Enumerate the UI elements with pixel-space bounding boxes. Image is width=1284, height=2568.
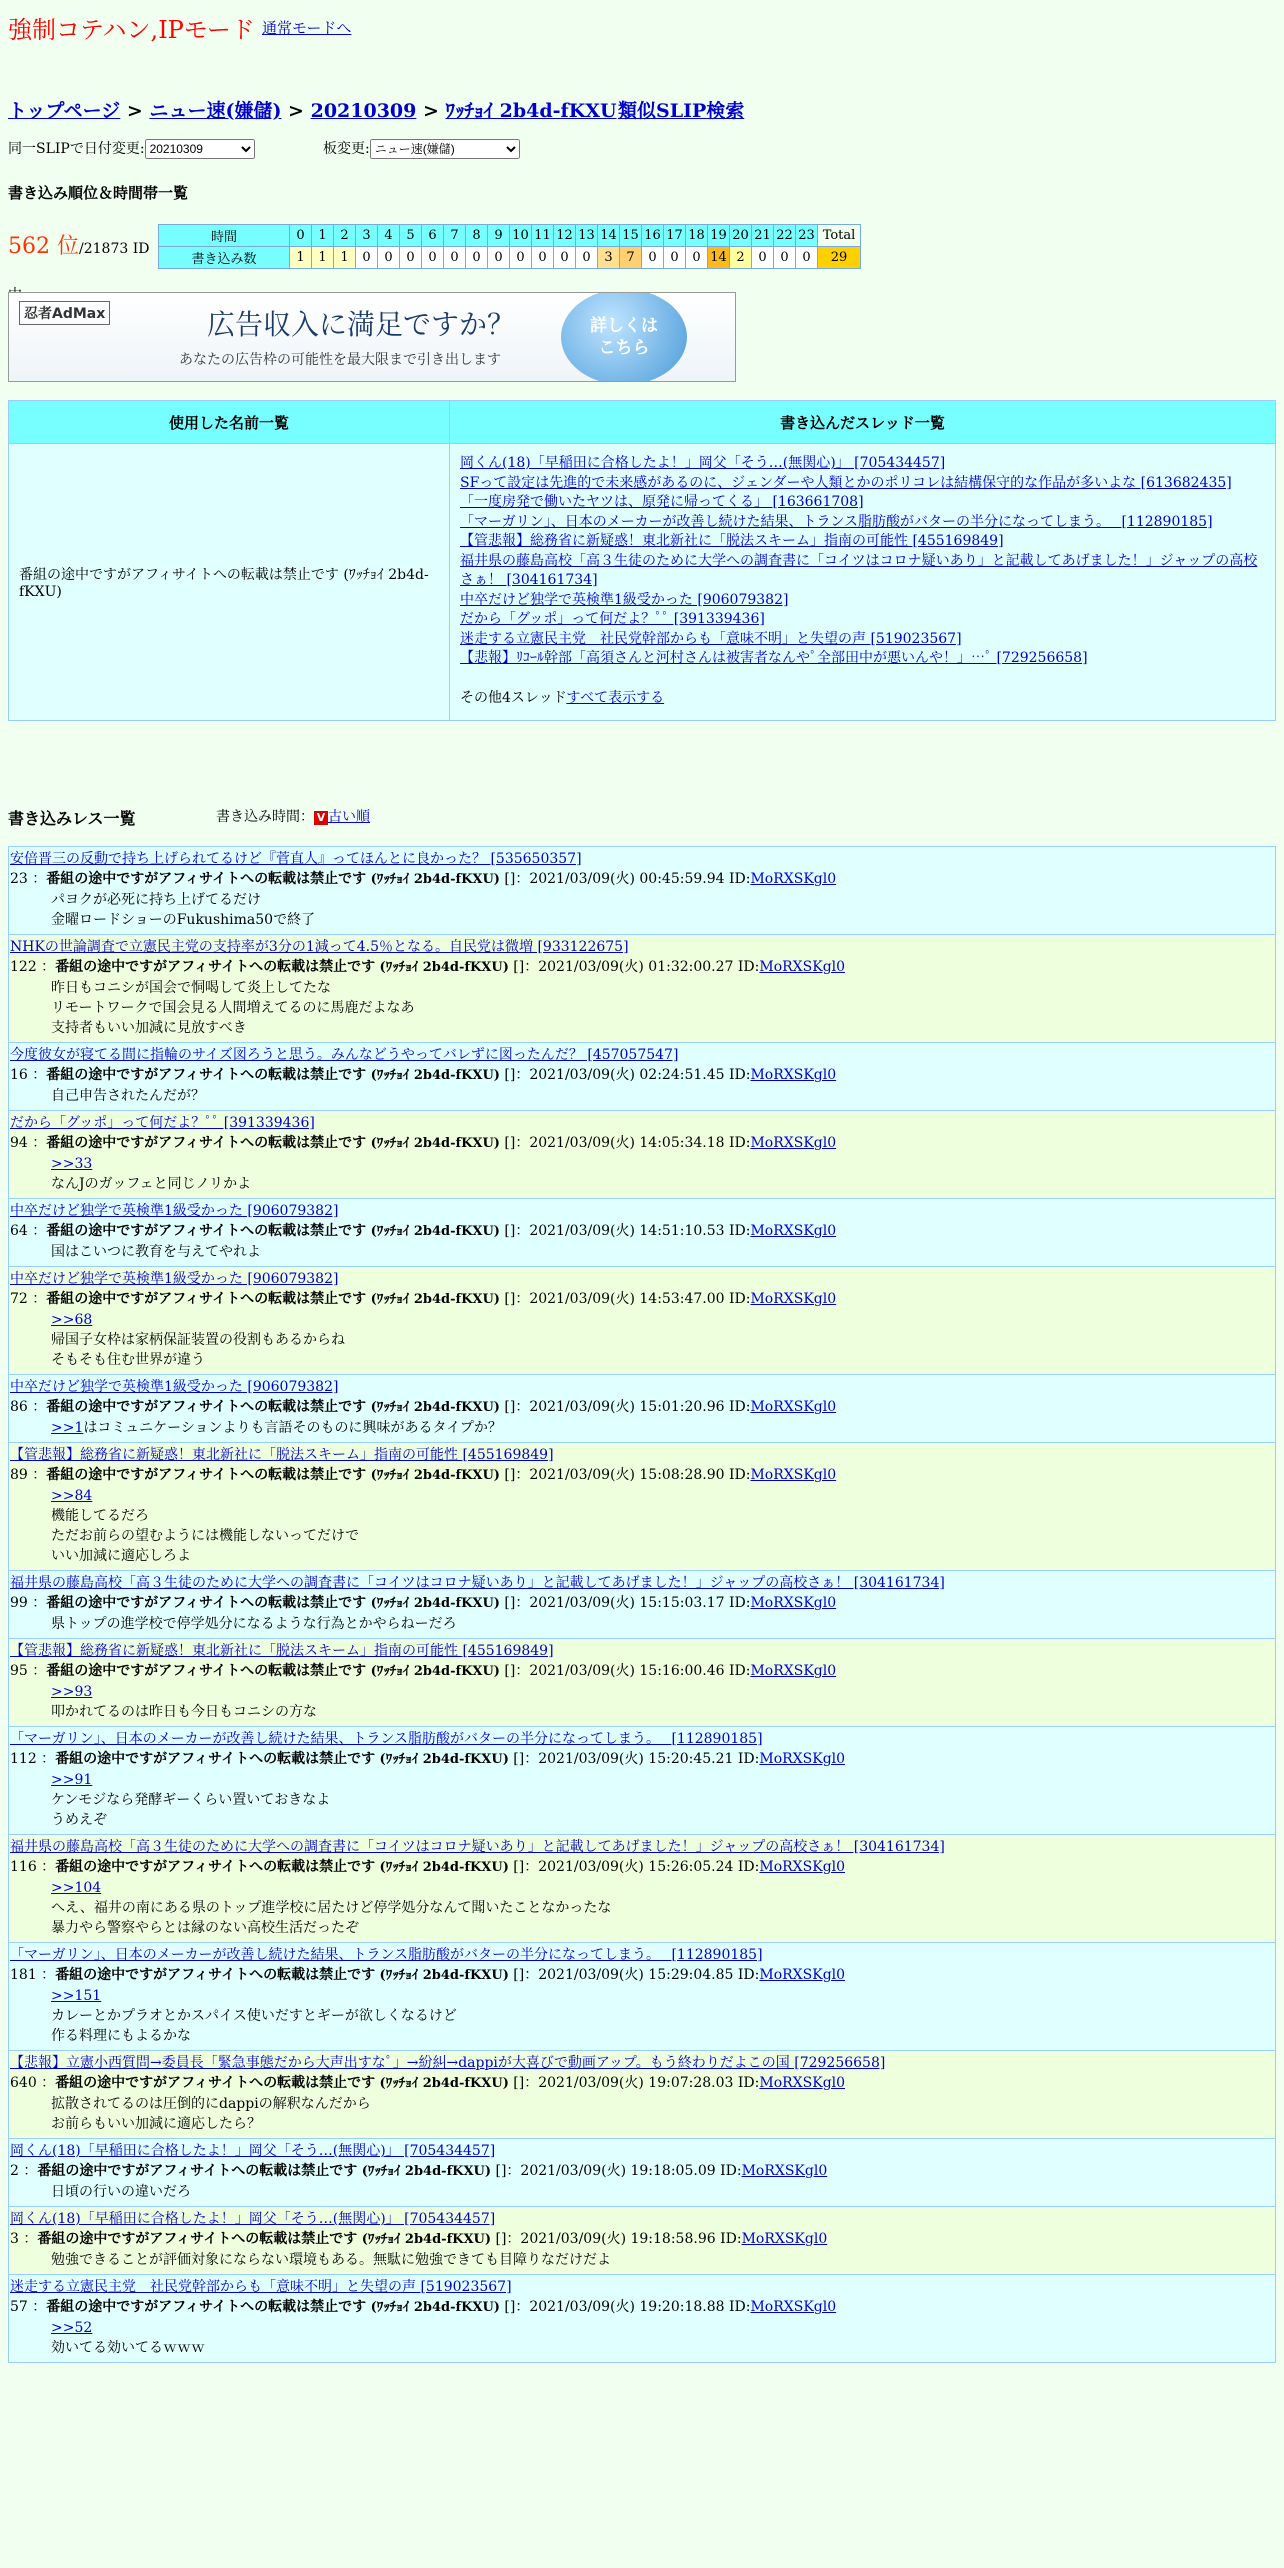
post-id-link[interactable]: MoRXSKgl0	[750, 871, 837, 887]
post-body	[10, 1086, 1275, 1106]
ad-banner[interactable]	[8, 292, 736, 382]
post-meta: 64 ：番組の途中ですがアフィサイトへの転載は禁止です (ﾜｯﾁｮｲ 2b4d-fKXU) []：2021/03/09(火) 14:51:10.53 ID:MoRXSKgl0	[10, 1223, 837, 1239]
post-timestamp: []：2021/03/09(火) 14:51:10.53 ID:	[499, 1223, 751, 1239]
date-change-row	[8, 138, 255, 159]
post-meta: 3 ：番組の途中ですがアフィサイトへの転載は禁止です (ﾜｯﾁｮｲ 2b4d-fKXU) []：2021/03/09(火) 19:18:58.96 ID:MoRXSKgl0	[10, 2231, 828, 2247]
hour-cell: 21	[752, 225, 774, 247]
post-meta: 99 ：番組の途中ですがアフィサイトへの転載は禁止です (ﾜｯﾁｮｲ 2b4d-fKXU) []：2021/03/09(火) 15:15:03.17 ID:MoRXSKgl0	[10, 1595, 837, 1611]
count-label: 書き込み数	[159, 247, 290, 269]
post-body	[10, 890, 1275, 930]
post-body	[10, 1770, 1275, 1830]
count-cell: 0	[488, 247, 510, 269]
post-line: 金曜ロードショーのFukushima50で終了	[51, 912, 316, 928]
post-thread-link[interactable]: 【管悲報】総務省に新疑惑！東北新社に「脱法スキーム」指南の可能性 [455169849]	[10, 1447, 554, 1463]
post-id-link[interactable]: MoRXSKgl0	[750, 1663, 837, 1679]
count-cell: 0	[554, 247, 576, 269]
sort-order-control	[216, 806, 370, 826]
post-number: 86	[10, 1399, 28, 1415]
sort-down-icon[interactable]: V	[314, 811, 328, 825]
post-id-link[interactable]: MoRXSKgl0	[750, 1135, 837, 1151]
count-cell: 0	[356, 247, 378, 269]
reply-anchor-link[interactable]: >>84	[51, 1488, 93, 1504]
hour-cell: 13	[576, 225, 598, 247]
post-body	[10, 1154, 1275, 1194]
post-list	[8, 846, 1276, 2362]
post-meta: 86 ：番組の途中ですがアフィサイトへの転載は禁止です (ﾜｯﾁｮｲ 2b4d-fKXU) []：2021/03/09(火) 15:01:20.96 ID:MoRXSKgl0	[10, 1399, 837, 1415]
post-id-link[interactable]: MoRXSKgl0	[750, 1223, 837, 1239]
post-thread-link[interactable]: NHKの世論調査で立憲民主党の支持率が3分の1減って4.5％となる。自民党は微増 [933122675]	[10, 939, 629, 955]
ad-details-label: 詳しくはこちら	[590, 316, 658, 358]
breadcrumb	[8, 96, 617, 123]
post	[8, 1726, 1276, 1835]
post	[8, 1638, 1276, 1727]
breadcrumb-slip-link[interactable]: ﾜｯﾁｮｲ 2b4d-fKXU	[445, 100, 617, 122]
post-line: カレーとかプラオとかスパイス使いだすとギーが欲しくなるけど	[51, 2008, 457, 2024]
post-number: 640	[10, 2075, 37, 2091]
post	[8, 2050, 1276, 2139]
normal-mode-link[interactable]: 通常モードへ	[262, 19, 352, 37]
hour-cell: 8	[466, 225, 488, 247]
post-number: 16	[10, 1067, 28, 1083]
post-number: 181	[10, 1967, 37, 1983]
post-line: パヨクが必死に持ち上げてるだけ	[51, 892, 261, 908]
post-id-link[interactable]: MoRXSKgl0	[750, 1067, 837, 1083]
reply-anchor-link[interactable]: >>151	[51, 1988, 102, 2004]
post	[8, 1042, 1276, 1111]
post-thread-link[interactable]: 福井県の藤島高校「高３生徒のために大学への調査書に「コイツはコロナ疑いあり」と記載してあげました！」ジャップの高校さぁ！ [304161734]	[10, 1575, 945, 1591]
post-id-link[interactable]: MoRXSKgl0	[759, 1967, 846, 1983]
mode-title: 強制コテハン,IPモード	[8, 16, 255, 44]
ad-subtext: あなたの広告枠の可能性を最大限まで引き出します	[179, 352, 501, 368]
post-number: 94	[10, 1135, 28, 1151]
post-line: 帰国子女枠は家柄保証装置の役割もあるからね	[51, 1332, 345, 1348]
post-trip: (ﾜｯﾁｮｲ 2b4d-fKXU)	[361, 2232, 492, 2247]
post-timestamp: []：2021/03/09(火) 19:18:58.96 ID:	[491, 2231, 742, 2247]
post-body	[10, 1418, 1275, 1438]
thread-link[interactable]: 福井県の藤島高校「高３生徒のために大学への調査書に「コイツはコロナ疑いあり」と記載してあげました！」ジャップの高校さぁ！ [304161734]	[460, 552, 1258, 588]
hour-cell: 1	[312, 225, 334, 247]
post-id-link[interactable]: MoRXSKgl0	[750, 2299, 837, 2315]
hour-cell: 12	[554, 225, 576, 247]
post-timestamp: []：2021/03/09(火) 19:18:05.09 ID:	[491, 2163, 742, 2179]
post	[8, 1942, 1276, 2051]
post-id-link[interactable]: MoRXSKgl0	[759, 1859, 846, 1875]
post-meta: 72 ：番組の途中ですがアフィサイトへの転載は禁止です (ﾜｯﾁｮｲ 2b4d-fKXU) []：2021/03/09(火) 14:53:47.00 ID:MoRXSKgl0	[10, 1291, 837, 1307]
post-body	[10, 1614, 1275, 1634]
post-meta: 89 ：番組の途中ですがアフィサイトへの転載は禁止です (ﾜｯﾁｮｲ 2b4d-fKXU) []：2021/03/09(火) 15:08:28.90 ID:MoRXSKgl0	[10, 1467, 837, 1483]
post-line: 作る料理にもよるかな	[51, 2028, 191, 2044]
post	[8, 2138, 1276, 2207]
count-cell: 0	[642, 247, 664, 269]
breadcrumb-separator: >	[416, 100, 446, 122]
hour-cell: 4	[378, 225, 400, 247]
post-thread-link[interactable]: 【管悲報】総務省に新疑惑！東北新社に「脱法スキーム」指南の可能性 [455169849]	[10, 1643, 554, 1659]
post-body	[10, 1310, 1275, 1370]
post-line: ただお前らの望むようには機能しないってだけで	[51, 1528, 359, 1544]
post-line: 拡散されてるのは圧倒的にdappiの解釈なんだから	[51, 2096, 371, 2112]
post-timestamp: []：2021/03/09(火) 19:20:18.88 ID:	[499, 2299, 751, 2315]
breadcrumb-separator: >	[281, 100, 311, 122]
hour-cell: 11	[532, 225, 554, 247]
count-cell: 7	[620, 247, 642, 269]
post-trip: (ﾜｯﾁｮｲ 2b4d-fKXU)	[379, 1752, 509, 1767]
reply-anchor-link[interactable]: >>68	[51, 1312, 93, 1328]
hour-cell: Total	[818, 225, 861, 247]
hour-cell: 10	[510, 225, 532, 247]
post-thread-link[interactable]: 今度彼女が寝てる間に指輪のサイズ図ろうと思う。みんなどうやってバレずに図ったんだ？ [457057547]	[10, 1047, 679, 1063]
post-line: いい加減に適応しろよ	[51, 1548, 191, 1564]
count-cell: 29	[818, 247, 861, 269]
post-timestamp: []：2021/03/09(火) 15:16:00.46 ID:	[499, 1663, 751, 1679]
time-label: 時間	[159, 225, 290, 247]
reply-anchor-link[interactable]: >>33	[51, 1156, 93, 1172]
post-line: リモートワークで国会見る人間増えてるのに馬鹿だよなあ	[51, 1000, 415, 1016]
reply-anchor-link[interactable]: >>91	[51, 1772, 93, 1788]
board-change-label: 板変更:	[323, 141, 370, 157]
hour-cell: 9	[488, 225, 510, 247]
post	[8, 1570, 1276, 1639]
post-number: 2	[10, 2163, 19, 2179]
post-meta: 112 ：番組の途中ですがアフィサイトへの転載は禁止です (ﾜｯﾁｮｲ 2b4d-fKXU) []：2021/03/09(火) 15:20:45.21 ID:MoRXSKgl0	[10, 1751, 846, 1767]
board-change-row	[323, 138, 520, 159]
post-trip: (ﾜｯﾁｮｲ 2b4d-fKXU)	[370, 1224, 500, 1239]
post-trip: (ﾜｯﾁｮｲ 2b4d-fKXU)	[370, 872, 500, 887]
post-line: 効いてる効いてるｗｗｗ	[51, 2340, 205, 2356]
post-author: 番組の途中ですがアフィサイトへの転載は禁止です	[55, 1751, 376, 1767]
post-thread-link[interactable]: 「マーガリン」、日本のメーカーが改善し続けた結果、トランス脂肪酸がバターの半分になってしまう。 [112890185]	[10, 1731, 763, 1747]
post-trip: (ﾜｯﾁｮｲ 2b4d-fKXU)	[370, 1664, 500, 1679]
post-timestamp: []：2021/03/09(火) 15:01:20.96 ID:	[499, 1399, 751, 1415]
count-cell: 0	[444, 247, 466, 269]
hour-cell: 20	[730, 225, 752, 247]
post-body	[10, 1986, 1275, 2046]
ranking-box	[8, 224, 861, 270]
post-line: そもそも住む世界が違う	[51, 1352, 205, 1368]
post-timestamp: []：2021/03/09(火) 19:07:28.03 ID:	[508, 2075, 760, 2091]
post-author: 番組の途中ですがアフィサイトへの転載は禁止です	[46, 871, 367, 887]
post-thread-link[interactable]: 「マーガリン」、日本のメーカーが改善し続けた結果、トランス脂肪酸がバターの半分になってしまう。 [112890185]	[10, 1947, 763, 1963]
post-id-link[interactable]: MoRXSKgl0	[741, 2163, 828, 2179]
post-timestamp: []：2021/03/09(火) 00:45:59.94 ID:	[499, 871, 751, 887]
post-author: 番組の途中ですがアフィサイトへの転載は禁止です	[55, 1859, 376, 1875]
post-number: 23	[10, 871, 28, 887]
post-number: 112	[10, 1751, 37, 1767]
post-trip: (ﾜｯﾁｮｲ 2b4d-fKXU)	[361, 2164, 492, 2179]
post-body	[10, 1682, 1275, 1722]
post	[8, 934, 1276, 1043]
hour-cell: 23	[796, 225, 818, 247]
post-number: 116	[10, 1859, 37, 1875]
post-trip: (ﾜｯﾁｮｲ 2b4d-fKXU)	[379, 1860, 509, 1875]
count-cell: 1	[290, 247, 312, 269]
more-threads-count: その他4スレッド	[460, 689, 567, 706]
post-author: 番組の途中ですがアフィサイトへの転載は禁止です	[46, 1067, 367, 1083]
post-author: 番組の途中ですがアフィサイトへの転載は禁止です	[46, 1135, 367, 1151]
post-thread-link[interactable]: 岡くん(18)「早稲田に合格したよ！」岡父「そう…(無関心)」 [705434457]	[10, 2211, 496, 2227]
post-id-link[interactable]: MoRXSKgl0	[750, 1595, 837, 1611]
thread-link[interactable]: 「マーガリン」、日本のメーカーが改善し続けた結果、トランス脂肪酸がバターの半分になってしまう。 [112890185]	[460, 513, 1213, 530]
count-cell: 0	[752, 247, 774, 269]
post-author: 番組の途中ですがアフィサイトへの転載は禁止です	[46, 1291, 367, 1307]
post-line: なんJのガッフェと同じノリかよ	[51, 1176, 252, 1192]
post-meta: 16 ：番組の途中ですがアフィサイトへの転載は禁止です (ﾜｯﾁｮｲ 2b4d-fKXU) []：2021/03/09(火) 02:24:51.45 ID:MoRXSKgl0	[10, 1067, 837, 1083]
post-body	[10, 2318, 1275, 2358]
threads-header: 書き込んだスレッド一覧	[450, 401, 1276, 444]
post-body	[10, 1486, 1275, 1566]
thread-link[interactable]: 【悲報】ﾘｺｰﾙ幹部「高須さんと河村さんは被害者なんやﾟ全部田中が悪いんや！」…ﾟ [729256658]	[460, 650, 1088, 666]
post-trip: (ﾜｯﾁｮｲ 2b4d-fKXU)	[379, 1968, 509, 1983]
sort-order-label: 書き込み時間：	[216, 809, 314, 825]
post-author: 番組の途中ですがアフィサイトへの転載は禁止です	[37, 2231, 358, 2247]
post-thread-link[interactable]: 【悲報】立憲小西質問→委員長「緊急事態だから大声出すなﾟ」→紛糾→dappiが大喜びで動画アップ。もう終わりだよこの国 [729256658]	[10, 2055, 886, 2071]
thread-link[interactable]: 岡くん(18)「早稲田に合格したよ！」岡父「そう…(無関心)」 [705434457]	[460, 455, 946, 471]
hourly-table	[158, 224, 861, 269]
post-body	[10, 1878, 1275, 1938]
post-timestamp: []：2021/03/09(火) 15:20:45.21 ID:	[508, 1751, 760, 1767]
ad-headline: 広告収入に満足ですか？	[207, 308, 516, 341]
post-author: 番組の途中ですがアフィサイトへの転載は禁止です	[46, 1663, 367, 1679]
thread-list	[450, 444, 1276, 721]
post-author: 番組の途中ですがアフィサイトへの転載は禁止です	[55, 2075, 376, 2091]
hour-cell: 18	[686, 225, 708, 247]
names-threads-table	[8, 400, 1276, 721]
count-cell: 1	[334, 247, 356, 269]
post-number: 89	[10, 1467, 28, 1483]
count-cell: 0	[576, 247, 598, 269]
counts-row	[159, 247, 861, 269]
post-thread-link[interactable]: 岡くん(18)「早稲田に合格したよ！」岡父「そう…(無関心)」 [705434457]	[10, 2143, 496, 2159]
post-line: 機能してるだろ	[51, 1508, 149, 1524]
post-meta: 57 ：番組の途中ですがアフィサイトへの転載は禁止です (ﾜｯﾁｮｲ 2b4d-fKXU) []：2021/03/09(火) 19:20:18.88 ID:MoRXSKgl0	[10, 2299, 837, 2315]
post-trip: (ﾜｯﾁｮｲ 2b4d-fKXU)	[370, 1596, 500, 1611]
post-line: 国はこいつに教育を与えてやれよ	[51, 1244, 261, 1260]
count-cell: 0	[510, 247, 532, 269]
post	[8, 1266, 1276, 1375]
post-body	[10, 2094, 1275, 2134]
count-cell: 0	[400, 247, 422, 269]
post-thread-link[interactable]: 中卒だけど独学で英検準1級受かった [906079382]	[10, 1379, 339, 1395]
post-author: 番組の途中ですがアフィサイトへの転載は禁止です	[46, 1223, 367, 1239]
post-meta: 94 ：番組の途中ですがアフィサイトへの転載は禁止です (ﾜｯﾁｮｲ 2b4d-fKXU) []：2021/03/09(火) 14:05:34.18 ID:MoRXSKgl0	[10, 1135, 837, 1151]
post-id-link[interactable]: MoRXSKgl0	[750, 1291, 837, 1307]
hour-cell: 22	[774, 225, 796, 247]
thread-link[interactable]: 【管悲報】総務省に新疑惑！東北新社に「脱法スキーム」指南の可能性 [455169849]	[460, 533, 1004, 549]
post-body	[10, 2250, 1275, 2270]
thread-link[interactable]: 中卒だけど独学で英検準1級受かった [906079382]	[460, 591, 789, 608]
post-line: うめえぞ	[51, 1812, 107, 1828]
post-id-link[interactable]: MoRXSKgl0	[741, 2231, 828, 2247]
count-cell: 2	[730, 247, 752, 269]
post	[8, 1374, 1276, 1443]
post-author: 番組の途中ですがアフィサイトへの転載は禁止です	[46, 1467, 367, 1483]
ad-details-button[interactable]	[561, 292, 687, 382]
post-line: 自己申告されたんだが？	[51, 1088, 205, 1104]
post-thread-link[interactable]: 中卒だけど独学で英検準1級受かった [906079382]	[10, 1271, 339, 1287]
count-cell: 3	[598, 247, 620, 269]
post-line: 日頃の行いの違いだろ	[51, 2184, 191, 2200]
post-line: 昨日もコニシが国会で恫喝して炎上してたな	[51, 980, 331, 996]
hours-row	[159, 225, 861, 247]
post-thread-link[interactable]: 中卒だけど独学で英検準1級受かった [906079382]	[10, 1203, 339, 1219]
count-cell: 0	[774, 247, 796, 269]
post-body	[10, 1242, 1275, 1262]
post-meta: 23 ：番組の途中ですがアフィサイトへの転載は禁止です (ﾜｯﾁｮｲ 2b4d-fKXU) []：2021/03/09(火) 00:45:59.94 ID:MoRXSKgl0	[10, 871, 837, 887]
post-author: 番組の途中ですがアフィサイトへの転載は禁止です	[55, 1967, 376, 1983]
hour-cell: 3	[356, 225, 378, 247]
post-timestamp: []：2021/03/09(火) 14:53:47.00 ID:	[499, 1291, 751, 1307]
post-id-link[interactable]: MoRXSKgl0	[759, 1751, 846, 1767]
count-cell: 0	[466, 247, 488, 269]
reply-anchor-link[interactable]: >>93	[51, 1684, 93, 1700]
more-threads	[460, 689, 1265, 709]
post-thread-link[interactable]: だから「グッポ」って何だよ？ﾟﾟ [391339436]	[10, 1115, 315, 1131]
breadcrumb-separator: >	[120, 100, 150, 122]
post	[8, 1834, 1276, 1943]
thread-link[interactable]: 迷走する立憲民主党 社民党幹部からも「意味不明」と失望の声 [519023567]	[460, 630, 962, 647]
post-timestamp: []：2021/03/09(火) 15:08:28.90 ID:	[499, 1467, 751, 1483]
post-meta: 122 ：番組の途中ですがアフィサイトへの転載は禁止です (ﾜｯﾁｮｲ 2b4d-fKXU) []：2021/03/09(火) 01:32:00.27 ID:MoRXSKgl0	[10, 959, 846, 975]
post-id-link[interactable]: MoRXSKgl0	[750, 1399, 837, 1415]
rank-total: /21873 ID	[79, 241, 150, 257]
post-thread-link[interactable]: 迷走する立憲民主党 社民党幹部からも「意味不明」と失望の声 [519023567]	[10, 2279, 512, 2295]
post-trip: (ﾜｯﾁｮｲ 2b4d-fKXU)	[370, 1136, 500, 1151]
post-number: 95	[10, 1663, 28, 1679]
post	[8, 2206, 1276, 2275]
post	[8, 1110, 1276, 1199]
sort-oldest-link[interactable]: 古い順	[328, 809, 370, 825]
used-name: 番組の途中ですがアフィサイトへの転載は禁止です (ﾜｯﾁｮｲ 2b4d-fKXU)	[9, 444, 450, 721]
post-author: 番組の途中ですがアフィサイトへの転載は禁止です	[46, 1595, 367, 1611]
names-header: 使用した名前一覧	[9, 401, 450, 444]
count-cell: 1	[312, 247, 334, 269]
post-number: 57	[10, 2299, 28, 2315]
count-cell: 0	[796, 247, 818, 269]
post-meta: 116 ：番組の途中ですがアフィサイトへの転載は禁止です (ﾜｯﾁｮｲ 2b4d-fKXU) []：2021/03/09(火) 15:26:05.24 ID:MoRXSKgl0	[10, 1859, 846, 1875]
count-cell: 0	[532, 247, 554, 269]
breadcrumb-board-link[interactable]: ニュー速(嫌儲)	[149, 100, 282, 122]
hour-cell: 17	[664, 225, 686, 247]
post-id-link[interactable]: MoRXSKgl0	[759, 959, 846, 975]
hour-cell: 14	[598, 225, 620, 247]
post-line: はコミュニケーションよりも言語そのものに興味があるタイプか？	[83, 1420, 502, 1436]
post-author: 番組の途中ですがアフィサイトへの転載は禁止です	[37, 2163, 358, 2179]
post-line: 県トップの進学校で停学処分になるような行為とかやらねーだろ	[51, 1616, 457, 1632]
post-body	[10, 978, 1275, 1038]
post-author: 番組の途中ですがアフィサイトへの転載は禁止です	[55, 959, 376, 975]
count-cell: 14	[708, 247, 730, 269]
count-cell: 0	[378, 247, 400, 269]
post-id-link[interactable]: MoRXSKgl0	[759, 2075, 846, 2091]
post-number: 64	[10, 1223, 28, 1239]
reply-anchor-link[interactable]: >>1	[51, 1420, 84, 1436]
hour-cell: 0	[290, 225, 312, 247]
post-line: 叩かれてるのは昨日も今日もコニシの方な	[51, 1704, 317, 1720]
count-cell: 0	[422, 247, 444, 269]
date-select[interactable]	[145, 139, 255, 159]
post-timestamp: []：2021/03/09(火) 15:15:03.17 ID:	[499, 1595, 751, 1611]
post	[8, 846, 1276, 935]
hour-cell: 15	[620, 225, 642, 247]
post	[8, 1442, 1276, 1571]
post-number: 3	[10, 2231, 19, 2247]
ad-brand-logo: 忍者AdMax	[19, 301, 110, 325]
post-trip: (ﾜｯﾁｮｲ 2b4d-fKXU)	[370, 1468, 500, 1483]
post-thread-link[interactable]: 福井県の藤島高校「高３生徒のために大学への調査書に「コイツはコロナ疑いあり」と記載してあげました！」ジャップの高校さぁ！ [304161734]	[10, 1839, 945, 1855]
post-timestamp: []：2021/03/09(火) 01:32:00.27 ID:	[508, 959, 760, 975]
post-timestamp: []：2021/03/09(火) 15:29:04.85 ID:	[508, 1967, 760, 1983]
post	[8, 1198, 1276, 1267]
breadcrumb-top-link[interactable]: トップページ	[8, 100, 121, 122]
post-line: 支持者もいい加減に見放すべき	[51, 1020, 247, 1036]
post-trip: (ﾜｯﾁｮｲ 2b4d-fKXU)	[379, 2076, 509, 2091]
post-meta: 95 ：番組の途中ですがアフィサイトへの転載は禁止です (ﾜｯﾁｮｲ 2b4d-fKXU) []：2021/03/09(火) 15:16:00.46 ID:MoRXSKgl0	[10, 1663, 837, 1679]
hour-cell: 7	[444, 225, 466, 247]
post-number: 99	[10, 1595, 28, 1611]
post-trip: (ﾜｯﾁｮｲ 2b4d-fKXU)	[370, 1292, 500, 1307]
post-timestamp: []：2021/03/09(火) 02:24:51.45 ID:	[499, 1067, 751, 1083]
hour-cell: 2	[334, 225, 356, 247]
reply-anchor-link[interactable]: >>104	[51, 1880, 102, 1896]
thread-link[interactable]: 「一度房発で働いたヤツは、原発に帰ってくる」 [163661708]	[460, 494, 864, 510]
post-body	[10, 2182, 1275, 2202]
count-cell: 0	[686, 247, 708, 269]
count-cell: 0	[664, 247, 686, 269]
post-timestamp: []：2021/03/09(火) 15:26:05.24 ID:	[508, 1859, 760, 1875]
post-thread-link[interactable]: 安倍晋三の反動で持ち上げられてるけど『菅直人』ってほんとに良かった？ [535650357]	[10, 851, 582, 867]
post-meta: 181 ：番組の途中ですがアフィサイトへの転載は禁止です (ﾜｯﾁｮｲ 2b4d-fKXU) []：2021/03/09(火) 15:29:04.85 ID:MoRXSKgl0	[10, 1967, 846, 1983]
hour-cell: 19	[708, 225, 730, 247]
post-trip: (ﾜｯﾁｮｲ 2b4d-fKXU)	[370, 1400, 500, 1415]
post-trip: (ﾜｯﾁｮｲ 2b4d-fKXU)	[379, 960, 509, 975]
post-id-link[interactable]: MoRXSKgl0	[750, 1467, 837, 1483]
post-trip: (ﾜｯﾁｮｲ 2b4d-fKXU)	[370, 2300, 500, 2315]
hour-cell: 6	[422, 225, 444, 247]
post-meta: 2 ：番組の途中ですがアフィサイトへの転載は禁止です (ﾜｯﾁｮｲ 2b4d-fKXU) []：2021/03/09(火) 19:18:05.09 ID:MoRXSKgl0	[10, 2163, 828, 2179]
similar-slip-search-link[interactable]: 類似SLIP検索	[618, 100, 745, 122]
post-trip: (ﾜｯﾁｮｲ 2b4d-fKXU)	[370, 1068, 500, 1083]
breadcrumb-date-link[interactable]: 20210309	[310, 100, 417, 122]
post-author: 番組の途中ですがアフィサイトへの転載は禁止です	[46, 1399, 367, 1415]
rank-number: 562 位	[8, 234, 79, 259]
post-author: 番組の途中ですがアフィサイトへの転載は禁止です	[46, 2299, 367, 2315]
post-line: お前らもいい加減に適応したら？	[51, 2116, 261, 2132]
posts-section-title: 書き込みレス一覧	[8, 809, 136, 828]
post-meta: 640 ：番組の途中ですがアフィサイトへの転載は禁止です (ﾜｯﾁｮｲ 2b4d-fKXU) []：2021/03/09(火) 19:07:28.03 ID:MoRXSKgl0	[10, 2075, 846, 2091]
post-number: 122	[10, 959, 37, 975]
hour-cell: 16	[642, 225, 664, 247]
show-all-threads-link[interactable]: すべて表示する	[566, 689, 665, 706]
reply-anchor-link[interactable]: >>52	[51, 2320, 93, 2336]
post-timestamp: []：2021/03/09(火) 14:05:34.18 ID:	[499, 1135, 751, 1151]
hour-cell: 5	[400, 225, 422, 247]
rank-summary	[8, 224, 158, 270]
thread-link[interactable]: だから「グッポ」って何だよ？ﾟﾟ [391339436]	[460, 611, 765, 627]
post-line: 暴力やら警察やらとは縁のない高校生活だったぞ	[51, 1920, 359, 1936]
post-line: ケンモジなら発酵ギーくらい置いておきなよ	[51, 1792, 331, 1808]
thread-link[interactable]: SFって設定は先進的で未来感があるのに、ジェンダーや人類とかのポリコレは結構保守的な作品が多いよな [613682435]	[460, 474, 1232, 491]
post-number: 72	[10, 1291, 28, 1307]
post-line: 勉強できることが評価対象にならない環境もある。無駄に勉強できても目障りなだけだよ	[51, 2252, 611, 2268]
date-change-label: 同一SLIPで日付変更:	[8, 141, 145, 157]
post-line: へえ、福井の南にある県のトップ進学校に居たけど停学処分なんて聞いたことなかったな	[51, 1900, 612, 1916]
ranking-title: 書き込み順位＆時間帯一覧	[8, 184, 189, 202]
board-select[interactable]	[370, 139, 520, 159]
post	[8, 2274, 1276, 2363]
